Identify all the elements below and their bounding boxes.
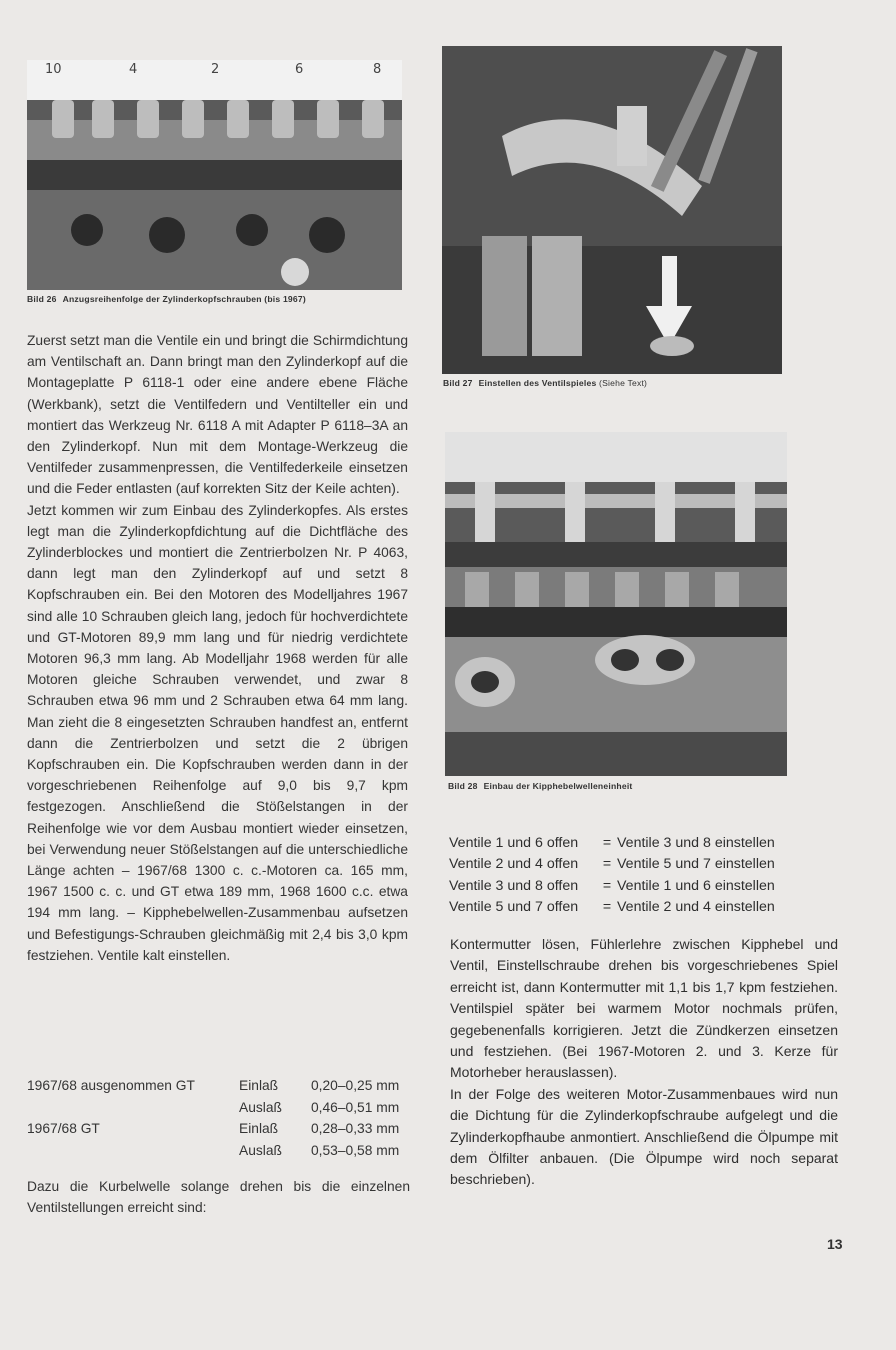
spec-model: 1967/68 GT	[27, 1121, 100, 1136]
figure-27-note: (Siehe Text)	[599, 378, 648, 388]
valve-adjust: Ventile 1 und 6 einstellen	[617, 877, 775, 894]
right-paragraph-2: In der Folge des weiteren Motor-Zusammenbaues wird nun die Dichtung für die Zylinderkopfschraube aufgelegt und die Zylinderkopfhaube anmontiert. Anschließend die Ölpumpe mit dem Ölfilter anbauen. (Die Ölpumpe wird noch separat beschrieben).	[450, 1085, 838, 1188]
valve-open: Ventile 2 und 4 offen	[449, 856, 579, 873]
spec-model: 1967/68 ausgenommen GT	[27, 1078, 195, 1093]
figure-26-caption	[27, 294, 306, 304]
table-row	[27, 1078, 412, 1100]
photo-label-2: 2	[211, 62, 220, 77]
valve-eq: =	[602, 877, 612, 894]
figure-27-number: Bild 27	[443, 378, 473, 388]
figure-26-photo	[27, 60, 402, 290]
photo-label-8: 8	[373, 62, 382, 77]
valve-adjust: Ventile 5 und 7 einstellen	[617, 856, 775, 873]
table-row	[27, 1121, 412, 1143]
rocker-shaft-illustration	[445, 432, 787, 776]
valve-adjust: Ventile 2 und 4 einstellen	[617, 898, 775, 915]
spec-valve: Auslaß	[239, 1142, 282, 1158]
valve-eq: =	[602, 835, 612, 851]
left-paragraph-3: Dazu die Kurbelwelle solange drehen bis die einzelnen Ventilstellungen erreicht sind:	[27, 1179, 410, 1216]
table-row	[27, 1143, 412, 1165]
cylinder-head-illustration	[27, 60, 402, 290]
left-paragraph-1: Zuerst setzt man die Ventile ein und bringt die Schirmdichtung am Ventilschaft an. Dann bringt man den Zylinderkopf auf die Montageplatte P 6118-1 oder eine andere ebene Fläche (Werkbank), setzt die Ventilfedern und Ventilteller ein und montiert das Werkzeug Nr. 6118 A mit Adapter P 6118–3A an den Zylinderkopf. Nun mit dem Montage-Werkzeug die Ventilfeder zusammenpressen, die Ventilfederkeile einsetzen und die Feder entlasten (auf korrekten Sitz der Keile achten).	[27, 333, 408, 497]
figure-28-photo	[445, 432, 787, 776]
valve-eq: =	[602, 898, 612, 915]
table-row	[449, 878, 775, 899]
valve-open: Ventile 1 und 6 offen	[449, 835, 579, 851]
spec-model	[27, 1100, 239, 1122]
spec-valve: Auslaß	[239, 1099, 282, 1115]
valve-adjustment-illustration	[442, 46, 782, 374]
photo-label-6: 6	[295, 62, 304, 77]
table-row	[449, 835, 775, 856]
valve-adjust: Ventile 3 und 8 einstellen	[617, 835, 775, 851]
photo-label-4: 4	[129, 62, 138, 77]
valve-sequence-table	[449, 835, 775, 920]
figure-26-caption-text: Anzugsreihenfolge der Zylinderkopfschrauben (bis 1967)	[62, 294, 306, 304]
left-column-text	[27, 330, 408, 966]
spec-model	[27, 1143, 239, 1165]
valve-open: Ventile 5 und 7 offen	[449, 898, 579, 915]
figure-28-number: Bild 28	[448, 781, 478, 791]
table-row	[449, 899, 775, 920]
figure-27-caption-text: Einstellen des Ventilspieles	[478, 378, 597, 388]
figure-26-number: Bild 26	[27, 294, 57, 304]
spec-value: 0,20–0,25 mm	[311, 1078, 400, 1093]
figure-28-caption-text: Einbau der Kipphebelwelleneinheit	[483, 781, 633, 791]
figure-28-caption	[448, 781, 632, 791]
valve-open: Ventile 3 und 8 offen	[449, 877, 579, 894]
right-paragraph-1: Kontermutter lösen, Fühlerlehre zwischen Kipphebel und Ventil, Einstellschraube drehen bis vorgeschriebenes Spiel erreicht ist, dann Kontermutter mit 1,1 bis 1,7 kpm festziehen. Ventilspiel später bei warmem Motor nochmals prüfen, gegebenenfalls korrigieren. Jetzt die Zündkerzen einsetzen und festziehen. (Bei 1967-Motoren 2. und 3. Kerze für Motorheber herauslassen).	[450, 936, 838, 1081]
photo-label-10: 10	[45, 62, 62, 77]
right-column-text	[450, 934, 838, 1191]
spec-value: 0,46–0,51 mm	[311, 1099, 400, 1115]
spec-value: 0,53–0,58 mm	[311, 1142, 400, 1158]
figure-27-caption	[443, 378, 647, 388]
table-row	[27, 1100, 412, 1122]
table-row	[449, 856, 775, 877]
valve-clearance-table	[27, 1078, 412, 1164]
spec-valve: Einlaß	[239, 1078, 279, 1093]
figure-27-photo	[442, 46, 782, 374]
page-number: 13	[827, 1236, 843, 1252]
spec-value: 0,28–0,33 mm	[311, 1121, 400, 1136]
valve-eq: =	[602, 856, 612, 873]
spec-valve: Einlaß	[239, 1121, 279, 1136]
left-paragraph-2: Jetzt kommen wir zum Einbau des Zylinderkopfes. Als erstes legt man die Zylinderkopfdichtung auf die Dichtfläche des Zylinderblockes und montiert die Zentrierbolzen Nr. P 4063, dann legt man den Zylinderkopf auf und setzt 8 Kopfschrauben ein. Bei den Motoren des Modelljahres 1967 sind alle 10 Schrauben gleich lang, jedoch für hochverdichtete und GT-Motoren 89,9 mm lang und für niedrig verdichtete Motoren 96,3 mm lang. Ab Modelljahr 1968 werden für alle Motoren gleiche Schrauben verwendet, und zwar 8 Schrauben etwa 96 mm und 2 Schrauben etwa 64 mm lang. Man zieht die 8 eingesetzten Schrauben handfest an, entfernt dann die Zentrierbolzen und setzt die 2 übrigen Kopfschrauben ein. Die Kopfschrauben werden dann in der vorgeschriebenen Reihenfolge auf 9,0 bis 9,7 kpm festgezogen. Anschließend die Stößelstangen in der Reihenfolge wie vor dem Ausbau montiert wieder einsetzen, bei Verwendung neuer Stößelstangen auf die unterschiedliche Länge achten – 1967/68 1300 c. c.-Motoren ca. 165 mm, 1967 1500 c. c. und GT etwa 189 mm, 1968 1600 c.c. etwa 194 mm lang. – Kipphebelwellen-Zusammenbau aufsetzen und Befestigungs-Schrauben gleichmäßig mit 2,4 bis 3,0 kpm festziehen. Ventile kalt einstellen.	[27, 502, 408, 963]
